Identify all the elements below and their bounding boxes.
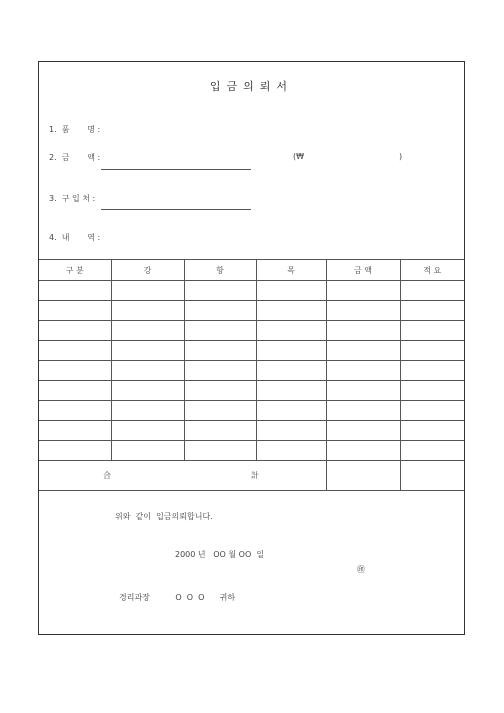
details-table <box>39 259 464 491</box>
table-cell[interactable] <box>184 381 256 401</box>
item-name-label: 1. 품 명 : <box>49 125 101 134</box>
table-cell[interactable] <box>400 381 464 401</box>
details-label: 4. 내 역 : <box>49 233 101 242</box>
table-cell[interactable] <box>111 281 184 301</box>
total-label-left: 合 <box>103 471 111 480</box>
header-remarks: 적 요 <box>400 260 464 281</box>
table-total-row <box>39 461 464 491</box>
table-cell[interactable] <box>39 441 111 461</box>
table-cell[interactable] <box>400 361 464 381</box>
table-cell[interactable] <box>400 441 464 461</box>
table-cell[interactable] <box>256 301 326 321</box>
table-row <box>39 361 464 381</box>
total-label-cell <box>39 461 326 491</box>
table-cell[interactable] <box>326 441 400 461</box>
table-cell[interactable] <box>256 281 326 301</box>
table-cell[interactable] <box>111 401 184 421</box>
table-cell[interactable] <box>111 441 184 461</box>
amount-underline <box>101 169 251 170</box>
seal-icon: ㊞ <box>357 565 365 574</box>
table-header-row <box>39 260 464 281</box>
table-cell[interactable] <box>39 381 111 401</box>
header-subitem: 목 <box>256 260 326 281</box>
total-amount-cell[interactable] <box>326 461 400 491</box>
table-cell[interactable] <box>184 281 256 301</box>
header-amount: 금 액 <box>326 260 400 281</box>
recipient-line: 경리과장 O O O 귀하 <box>119 593 236 602</box>
table-cell[interactable] <box>256 421 326 441</box>
table-cell[interactable] <box>39 321 111 341</box>
table-cell[interactable] <box>111 301 184 321</box>
table-cell[interactable] <box>326 401 400 421</box>
table-cell[interactable] <box>256 401 326 421</box>
table-cell[interactable] <box>326 341 400 361</box>
request-date: 2000 년 OO 월 OO 일 <box>175 550 265 559</box>
table-cell[interactable] <box>326 381 400 401</box>
table-cell[interactable] <box>256 361 326 381</box>
table-cell[interactable] <box>39 421 111 441</box>
table-cell[interactable] <box>256 321 326 341</box>
amount-label: 2. 금 액 : <box>49 153 101 162</box>
table-cell[interactable] <box>184 301 256 321</box>
document-title: 입금의뢰서 <box>209 80 294 93</box>
table-row <box>39 321 464 341</box>
table-cell[interactable] <box>111 341 184 361</box>
table-cell[interactable] <box>400 401 464 421</box>
header-category: 구 분 <box>39 260 111 281</box>
amount-bracket-open: (₩ <box>293 152 305 161</box>
request-statement: 위와 같이 입금의뢰합니다. <box>115 512 213 521</box>
table-cell[interactable] <box>326 321 400 341</box>
table-row <box>39 421 464 441</box>
table-cell[interactable] <box>400 301 464 321</box>
table-cell[interactable] <box>111 381 184 401</box>
table-cell[interactable] <box>326 281 400 301</box>
table-cell[interactable] <box>184 441 256 461</box>
table-cell[interactable] <box>326 361 400 381</box>
table-row <box>39 281 464 301</box>
table-cell[interactable] <box>326 301 400 321</box>
total-remarks-cell[interactable] <box>400 461 464 491</box>
table-cell[interactable] <box>400 321 464 341</box>
table-cell[interactable] <box>400 421 464 441</box>
table-cell[interactable] <box>400 281 464 301</box>
table-row <box>39 401 464 421</box>
amount-bracket-close: ) <box>399 152 403 161</box>
table-row <box>39 381 464 401</box>
table-row <box>39 441 464 461</box>
purchaser-label: 3. 구 입 처 : <box>49 194 96 203</box>
table-row <box>39 301 464 321</box>
table-row <box>39 341 464 361</box>
table-cell[interactable] <box>111 321 184 341</box>
table-cell[interactable] <box>39 281 111 301</box>
table-cell[interactable] <box>39 341 111 361</box>
table-cell[interactable] <box>184 421 256 441</box>
purchaser-underline <box>101 209 251 210</box>
table-cell[interactable] <box>111 361 184 381</box>
table-cell[interactable] <box>111 421 184 441</box>
table-cell[interactable] <box>39 301 111 321</box>
table-cell[interactable] <box>184 361 256 381</box>
table-cell[interactable] <box>256 341 326 361</box>
table-cell[interactable] <box>256 441 326 461</box>
table-cell[interactable] <box>400 341 464 361</box>
table-cell[interactable] <box>184 321 256 341</box>
table-cell[interactable] <box>39 401 111 421</box>
table-cell[interactable] <box>256 381 326 401</box>
table-cell[interactable] <box>326 421 400 441</box>
header-item: 항 <box>184 260 256 281</box>
table-cell[interactable] <box>184 341 256 361</box>
table-cell[interactable] <box>39 361 111 381</box>
total-label-right: 計 <box>251 471 259 480</box>
table-cell[interactable] <box>184 401 256 421</box>
header-section: 강 <box>111 260 184 281</box>
document-frame <box>38 61 465 635</box>
